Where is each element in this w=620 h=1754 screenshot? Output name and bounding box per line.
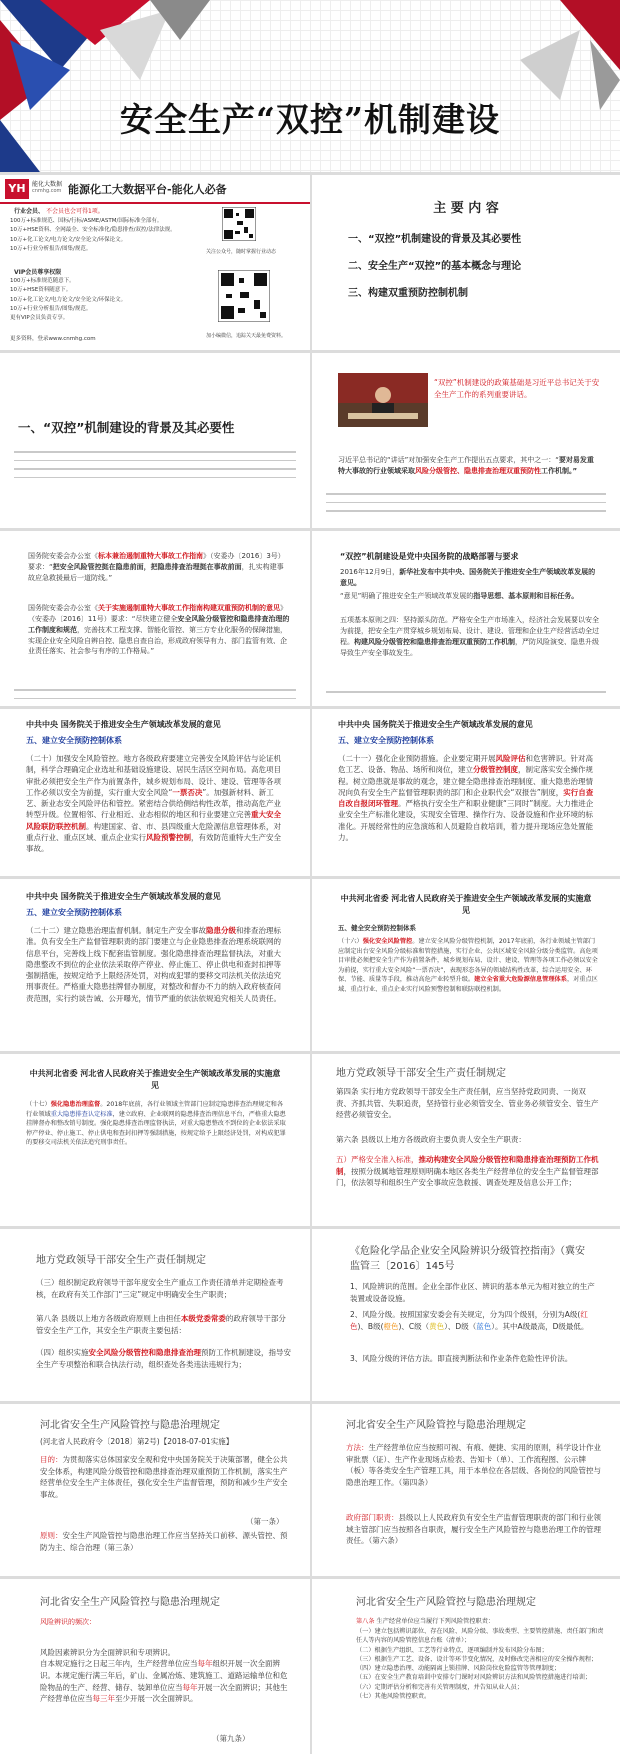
paragraph-1 (346, 1442, 604, 1489)
text: ”。加强新材料、新工艺、新业态安全风险评估和管控。紧密结合供给侧结构性改革，推动高危产业转型升级。位置相邻、行业相近、业态相似的地区和行业要建立完善 (26, 787, 281, 820)
text: 生产经营单位应当按照可视、有痕、便捷、实用的原则，科学设计作业审批票（证）、生产作业现场点检表、告知卡（单）、工作流程图、公示牌（板）等各类安全生产管理工具，用于本单位在各层级、各岗位的风险管控与隐患治理工作。 (346, 1443, 601, 1487)
paragraph (338, 753, 600, 843)
ad-slide (0, 175, 310, 350)
list-item: 10万+行业分析报告/图集/规范。 (10, 306, 92, 313)
list-item: 10万+行业分析报告/图集/规范。 (10, 246, 92, 253)
list-item: （三）根据生产工艺、设备、设计等环节变化情况，及时修改完善相应的安全操作规程； (356, 1655, 598, 1663)
text: 开展一次全面辨识；其他生产经营单位应当 (40, 1682, 288, 1704)
text: ，制定落实安全操作规程。树立隐患就是事故的观念，建立健全隐患排查治理制度、重大隐患治理情况向负有安全生产监督管理职责的部门和企业职代会“双报告”制度， (338, 765, 593, 797)
list-item: 100万+标准规范、国标/行标/ASME/ASTM/国际标准全部有。 (10, 218, 163, 224)
opinion-slide (312, 709, 620, 876)
emphasis: 把安全风险管控挺在隐患前面，把隐患排查治理挺在事故前面 (52, 562, 242, 571)
slide-title: 河北省安全生产风险管控与隐患治理规定 (356, 1597, 536, 1608)
emphasis: 安全风险分级管控和隐患排查治理的工作制度和规范 (28, 614, 290, 634)
section-sub: 五、健全安全预防控制体系 (338, 924, 416, 932)
article-head (356, 1617, 604, 1627)
level-blue: 蓝色 (476, 1321, 492, 1331)
brand-name: 能化大数据 (32, 181, 63, 188)
list-item: （二）根据生产组织、工艺等行业特点，逐项编制并发布风险分布图； (356, 1646, 548, 1654)
text: （二十）加强安全风险管控。地方各级政府要建立完善安全风险评估与论证机制，科学合理确定企业选址和基础设施建设、居民生活区空间布局。高危项目审批必须把安全生产作为前置条件，城乡规划布局、设计、建设、管理等各项工作必须以安全为前提，实行重大安全风险“ (26, 754, 281, 797)
article-ref: （第三条） (100, 1542, 138, 1552)
article-ref: （第六条） (368, 1536, 403, 1546)
ad-list-2 (10, 277, 210, 324)
text: ，有效防范重特大生产安全事故。 (26, 832, 281, 853)
paragraph-2 (350, 1309, 602, 1332)
text: 的政府领导干部分管安全生产工作，其安全生产职责主要包括： (36, 1314, 286, 1335)
text: 组织开展一次全面辨识。本规定施行满三年后，矿山、金属冶炼、建筑施工、道路运输单位和危险物品的生产、经营、储存、装卸单位应当 (40, 1659, 288, 1692)
brand-logo: YH (5, 179, 29, 199)
frequency-label: 风险辨识的频次： (40, 1618, 96, 1626)
paragraph-2 (36, 1313, 292, 1336)
text: 安全生产风险管控与隐患治理工作应当坚持关口前移、源头管控、预防为主、综合治理 (40, 1531, 288, 1552)
slide-title: 安全生产“双控”机制建设 (120, 100, 500, 139)
qr2-caption: 加小编微信，追踪关天最免费资料。 (206, 333, 287, 339)
doc-title: 关于实施遏制重特大事故工作指南构建双重预防机制的意见 (98, 604, 280, 612)
text: 五）严格安全准入标准， (336, 1155, 419, 1164)
text: 第八条 县级以上地方各级政府原则上由担任 (36, 1314, 181, 1323)
doc-number: (河北省人民政府令〔2018〕第2号)【2018-07-01实施】 (40, 1437, 234, 1446)
duty-list (356, 1627, 604, 1701)
opinion-slide (0, 709, 310, 876)
paragraph-3 (336, 1154, 600, 1189)
emphasis: 风险预警控制 (146, 832, 191, 842)
article-ref: （第四条） (398, 1477, 433, 1487)
article-ref: （第九条） (212, 1734, 250, 1743)
emphasis: 风险评估 (495, 754, 526, 763)
list-item: （七）其他风险管控职责。 (356, 1693, 431, 1701)
hebei-opinion-slide (312, 879, 620, 1051)
body-highlight: 风险分级管控、隐患排查治理双重预防性 (415, 466, 541, 475)
emphasis: 安全风险分级管控和隐患排查治理 (88, 1348, 201, 1357)
emphasis: 建立全省重大危险源信息管理体系 (474, 976, 567, 984)
paragraph-1: 第四条 实行地方党政领导干部安全生产责任制，应当坚持党政同责、一岗双责、齐抓共管、失职追责，坚持管行业必须管安全、管业务必须管安全、管生产经营必须管安全。 (336, 1087, 599, 1120)
emphasis: 指导思想、基本原则和目标任务。 (473, 592, 579, 600)
slide-title: 中共河北省委 河北省人民政府关于推进安全生产领域改革发展的实施意见 (29, 1069, 281, 1091)
text: 2、风险分级。按照国家安委会有关规定，分为四个级别，分别为A级( (350, 1310, 581, 1319)
slide-title: 河北省安全生产风险管控与隐患治理规定 (40, 1597, 220, 1608)
text: ，严防风险演变、隐患升级导致生产安全事故发生。 (340, 637, 599, 657)
slide-title: 《危险化学品企业安全风险辨识分级管控指南》（冀安监管三〔2016〕145号 (350, 1246, 585, 1272)
regulation-slide (0, 1404, 310, 1576)
text: 为贯彻落实总体国家安全观和党中央国务院关于决策部署，健全公共安全体系，构建风险分级管控和隐患排查治理双重预防工作机制，落实生产经营单位安全生产主体责任，强化安全生产监督管理，预防和减少生产安全事故。 (40, 1455, 288, 1499)
level-orange: 橙色 (383, 1321, 399, 1331)
label: 目的： (40, 1455, 63, 1464)
regulation-slide (312, 1404, 620, 1576)
emphasis: 一票否决 (172, 787, 203, 797)
qr-code-icon (222, 207, 256, 241)
slide-title: 中共河北省委 河北省人民政府关于推进安全生产领域改革发展的实施意见 (340, 894, 592, 916)
text: ，按照分级属地管理原则明确本地区各类生产经营单位的安全生产监督管理部门，依法领导和组织生产安全事故应急救援、调查处理及信息公开工作； (336, 1166, 599, 1188)
quote-text: “双控”机制建设的政策基础是习近平总书记关于安全生产工作的系列重要讲话。 (434, 378, 600, 399)
text: 县级以上人民政府负有安全生产监督管理职责的部门和行业领域主管部门应当按照各自职责，履行安全生产风险管控与隐患治理工作的管理责任。 (346, 1513, 601, 1546)
text: 》（安委办〔2016〕11号）要求：“尽快建立健全 (28, 604, 287, 623)
paragraph-2 (340, 591, 600, 602)
regulation-slide (0, 1579, 310, 1754)
guideline-slide (312, 1229, 620, 1401)
label: 政府部门职责： (346, 1513, 399, 1522)
section2-title: VIP会员尊享权限 (14, 269, 62, 276)
strategy-slide (312, 531, 620, 706)
text: 2016年12月9日， (340, 568, 400, 576)
list-item: 10万+HSE资料、全网最全、安全标准化/隐患排查/双控/法律法规。 (10, 227, 176, 234)
text: )、C级（ (398, 1321, 430, 1331)
slide-title: 地方党政领导干部安全生产责任制规定 (36, 1255, 206, 1266)
section-sub: 五、建立安全预防控制体系 (26, 736, 122, 745)
slide-title: 地方党政领导干部安全生产责任制规定 (336, 1068, 506, 1079)
text: （十七） (26, 1101, 51, 1108)
slide-title: 中共中央 国务院关于推进安全生产领域改革发展的意见 (26, 720, 221, 729)
body-text: 习近平总书记的“讲话”对加强安全生产工作提出五点要求，其中之一：“ (338, 456, 559, 464)
decorative-triangles (0, 0, 620, 172)
text: （四）组织实施 (36, 1348, 89, 1357)
list-item: 10万+HSE资料随意下。 (10, 287, 72, 294)
text: ）。其中A级最高，D级最低。 (491, 1321, 589, 1331)
text: )、B级( (357, 1321, 384, 1331)
text: 。建立安全风险分级管控机制，2017年底前，各行业领域主管部门应制定出台安全风险分级标准和管控措施，实行企业、公共区域安全风险分级分类监管。高危项目审批必须把安全生产作为前置条件，城乡规划布局、设计、建设、管理等各项工作必须以安全为前提，实行重大安全风险“一票否决”，表现形态各异的领域结构性改革，综合运用安全、环保、节能、质量等手段，推动高危产业转型升级。 (338, 938, 598, 984)
contents-heading: 主 要 内 容 (433, 201, 499, 216)
paragraph-3 (340, 615, 600, 658)
emphasis: 重大安全风险联防联控机制 (26, 810, 281, 831)
paragraph-3: 3、风险分级的评估方法。即直接判断法和作业条件危险性评价法。 (350, 1354, 573, 1363)
emphasis: 每年 (197, 1659, 213, 1669)
level-red: 红色 (350, 1310, 588, 1331)
title-slide (0, 0, 620, 172)
qr1-caption: 关注公众号，随时掌握行业动态 (206, 249, 277, 255)
text: 生产经营单位应当履行下列风险管控职责： (374, 1618, 495, 1625)
emphasis: 隐患分级 (206, 926, 236, 935)
paragraph-2 (40, 1530, 292, 1553)
speech-body (338, 455, 600, 477)
text: “意见”明确了推进安全生产领域改革发展的 (340, 592, 474, 600)
emphasis: 强化隐患治理监督 (50, 1101, 101, 1108)
paragraph-2: 第六条 县级以上地方各级政府主要负责人安全生产职责： (336, 1135, 526, 1144)
text: 国务院安委会办公室《 (28, 604, 98, 612)
text: 风险因素辨识分为全面辨识和专项辨识。 自本规定施行之日起三年内，生产经营单位应当 (40, 1647, 198, 1669)
paragraph (338, 937, 600, 995)
emphasis: 分级管控制度 (473, 765, 518, 775)
more-link[interactable]: 更多资料，登录www.cnmhg.com (10, 336, 96, 342)
slide-title: 中共中央 国务院关于推进安全生产领域改革发展的意见 (26, 892, 221, 901)
slide-title: 河北省安全生产风险管控与隐患治理规定 (346, 1420, 526, 1431)
section-title: 一、“双控”机制建设的背景及其必要性 (18, 420, 235, 435)
section-slide (0, 353, 310, 528)
text: 国务院安委会办公室《 (28, 552, 98, 560)
contents-slide (312, 175, 620, 350)
text: 。2018年底前，各行业领域主管部门应制定隐患排查治理规定和各行业领域 (26, 1101, 284, 1118)
contents-item: 三、构建双重预防控制机制 (348, 288, 468, 299)
text: （十六） (338, 938, 363, 945)
emphasis: 每年 (182, 1682, 198, 1692)
label: 第八条 (356, 1618, 375, 1625)
list-item: 更有VIP会员负责专享。 (10, 315, 69, 322)
section-sub: 五、建立安全预防控制体系 (26, 908, 122, 917)
paragraph (26, 753, 288, 854)
paragraph-1 (40, 1454, 292, 1501)
ad-list-1 (10, 217, 210, 254)
text: ，完善技术工程支撑、智能化管控、第三方专业化服务的保障措施，实现企业安全风险自辨自控、隐患自查自治，形成政府领导有力、部门监管有效、企业责任落实、社会参与有序的工作格局。” (28, 625, 287, 656)
body-end: 工作机制。” (541, 466, 578, 475)
slide-title: “双控”机制建设是党中央国务院的战略部署与要求 (340, 552, 519, 561)
list-item: （五）在安全生产教育培训中安排专门课时对风险辨识方法和风险管控措施进行培训； (356, 1674, 592, 1682)
qr-code-icon (218, 270, 270, 322)
opinion-slide (0, 879, 310, 1051)
emphasis: 实行自查自改自报闭环管理 (338, 787, 594, 808)
list-item: （六）定期评估分析和完善有关管理制度，并告知从业人员； (356, 1683, 524, 1691)
paragraph (26, 925, 288, 1004)
body-bold: 要对易发重特大事故的行业领域采取 (338, 456, 594, 475)
text: 和危害辨识。针对高危工艺、设备、物品、场所和岗位，建立 (338, 754, 593, 775)
paragraph-1: 1、风险辨识的范围。企业全部作业区、辨识的基本单元为相对独立的生产装置或设备设施。 (350, 1282, 595, 1303)
paragraph-3 (36, 1347, 292, 1370)
paragraph (26, 1100, 288, 1148)
platform-slogan: 能源化工大数据平台-能化人必备 (68, 183, 227, 196)
speech-slide (312, 353, 620, 528)
text: 预防工作机制建设，指导安全生产专项整治和联合执法行动，组织查处各类违法违规行为； (36, 1348, 291, 1369)
emphasis: 强化安全风险管控 (362, 938, 413, 945)
paragraph-1 (340, 567, 600, 589)
emphasis: 构建风险分级管控和隐患排查治理双重预防工作机制 (354, 637, 515, 646)
slide-title: 中共中央 国务院关于推进安全生产领域改革发展的意见 (338, 720, 533, 729)
meeting-photo (338, 373, 428, 427)
brand-url: cnmhg.com (32, 188, 62, 194)
doc-title: 标本兼治遏制重特大事故工作指南 (98, 552, 203, 560)
list-item: 10万+化工论文/电力论文/安全论文/环保论文。 (10, 296, 127, 303)
text: （二十一）强化企业预防措施。企业要定期开展 (338, 754, 496, 763)
list-item: （一）建立包括辨识部位、存在风险、风险分级、事故类型、主要管控措施、责任部门和责任人等内容的风险管控信息台账（清单）； (356, 1628, 604, 1645)
section1-title: 行业会员、 (14, 208, 45, 215)
text: 》（安委办〔2016〕3号）要求：“ (28, 552, 285, 571)
paragraph (40, 1635, 292, 1705)
text: ，建立政府、企业联网的隐患排查治理信息平台，严格重大隐患挂牌督办和整改销号制度。强化隐患排查治理监督执法，对重大隐患整改不到位的企业依法采取停产停业、停止施工、停止供电和查封扣押等强制措施，按规定给予上限经济处罚，对构成犯罪的要移交司法机关依法追究刑事责任。 (26, 1110, 286, 1147)
text: 和排查治理标准。负有安全生产监督管理职责的部门要建立与企业隐患排查治理系统联网的信息平台，完善线上线下配套监管制度。强化隐患排查治理监督执法，对重大隐患整改不到位的企业依法采取停产停业、停止施工、停止供电和查封扣押等强制措施，按规定给予上限经济处罚，对构成犯罪的要移交司法机关依法追究刑事责任。严格重大隐患挂牌督办制度，对整改和督办不力的纳入政府核查问责范围，实行约谈告诫、公开曝光，情节严重的依法依规追究相关人员责任。 (26, 926, 281, 1003)
contents-item: 二、安全生产“双控”的基本概念与理论 (348, 261, 522, 272)
article-ref: （第一条） (246, 1517, 284, 1526)
emphasis: 本级党委常委 (180, 1314, 226, 1323)
hebei-opinion-slide (0, 1054, 310, 1226)
level-yellow: 黄色 (429, 1321, 445, 1331)
guidance-slide (0, 531, 310, 706)
text: ）、D级（ (444, 1321, 477, 1331)
responsibility-slide (0, 1229, 310, 1401)
paragraph-1: （三）组织制定政府领导干部年度安全生产重点工作责任清单并定期检查考核，在政府有关工作部门“三定”规定中明确安全生产职责； (36, 1278, 284, 1299)
list-item: 10万+化工论文/电力论文/安全论文/环保论文。 (10, 236, 127, 243)
text: （二十二）建立隐患治理监督机制。制定生产安全事故 (26, 926, 206, 935)
responsibility-slide (312, 1054, 620, 1226)
text: ，对重点区域、重点行业、重点企业实行风险预警控制和联防联控机制。 (338, 976, 598, 994)
paragraph-2 (28, 603, 290, 657)
slide-title: 河北省安全生产风险管控与隐患治理规定 (40, 1420, 220, 1431)
emphasis: 新华社发布中共中央、国务院关于推进安全生产领域改革发展的意见。 (340, 568, 596, 587)
emphasis: 每三年 (92, 1694, 115, 1704)
regulation-slide (312, 1579, 620, 1754)
text: 至少开展一次全面辨识。 (115, 1694, 198, 1704)
list-item: 100万+标准规范随意下。 (10, 278, 75, 284)
contents-item: 一、“双控”机制建设的背景及其必要性 (348, 234, 522, 245)
paragraph-1 (28, 551, 290, 584)
paragraph-2 (346, 1512, 604, 1547)
emphasis: 推动构建安全风险分级管控和隐患排查治理预防工作机制 (336, 1155, 599, 1176)
label: 方法： (346, 1443, 369, 1452)
text: 。严格执行安全生产和职业健康“三同时”制度。大力推进企业安全生产标准化建设，实现安全管理、操作行为、设备设施和作业环境的标准化。开展经常性的应急演练和人员避险自救培训，着力提升现场应急处置能力。 (338, 799, 594, 842)
text: 五项基本原则之四：坚持源头防范。严格安全生产市场准入，经济社会发展要以安全为前提，把安全生产贯穿城乡规划布局、设计、建设、管理和企业生产经营活动全过程。 (340, 616, 599, 646)
section1-note: 不会员也会可得1项。 (45, 208, 104, 215)
text: 。构建国家、省、市、县四级重大危险源信息管理体系，对重点行业、重点区域、重点企业实行 (26, 821, 281, 842)
emphasis: 重大隐患排查认定标准 (50, 1110, 113, 1118)
text: ，扎实构建事故应急救援最后一道防线。” (28, 562, 284, 582)
list-item: （四）建立隐患治理、动能隔离上锁挂牌、风险岗位危险监管等管理制度； (356, 1665, 561, 1673)
label: 原则： (40, 1531, 63, 1540)
section-sub: 五、建立安全预防控制体系 (338, 736, 434, 745)
